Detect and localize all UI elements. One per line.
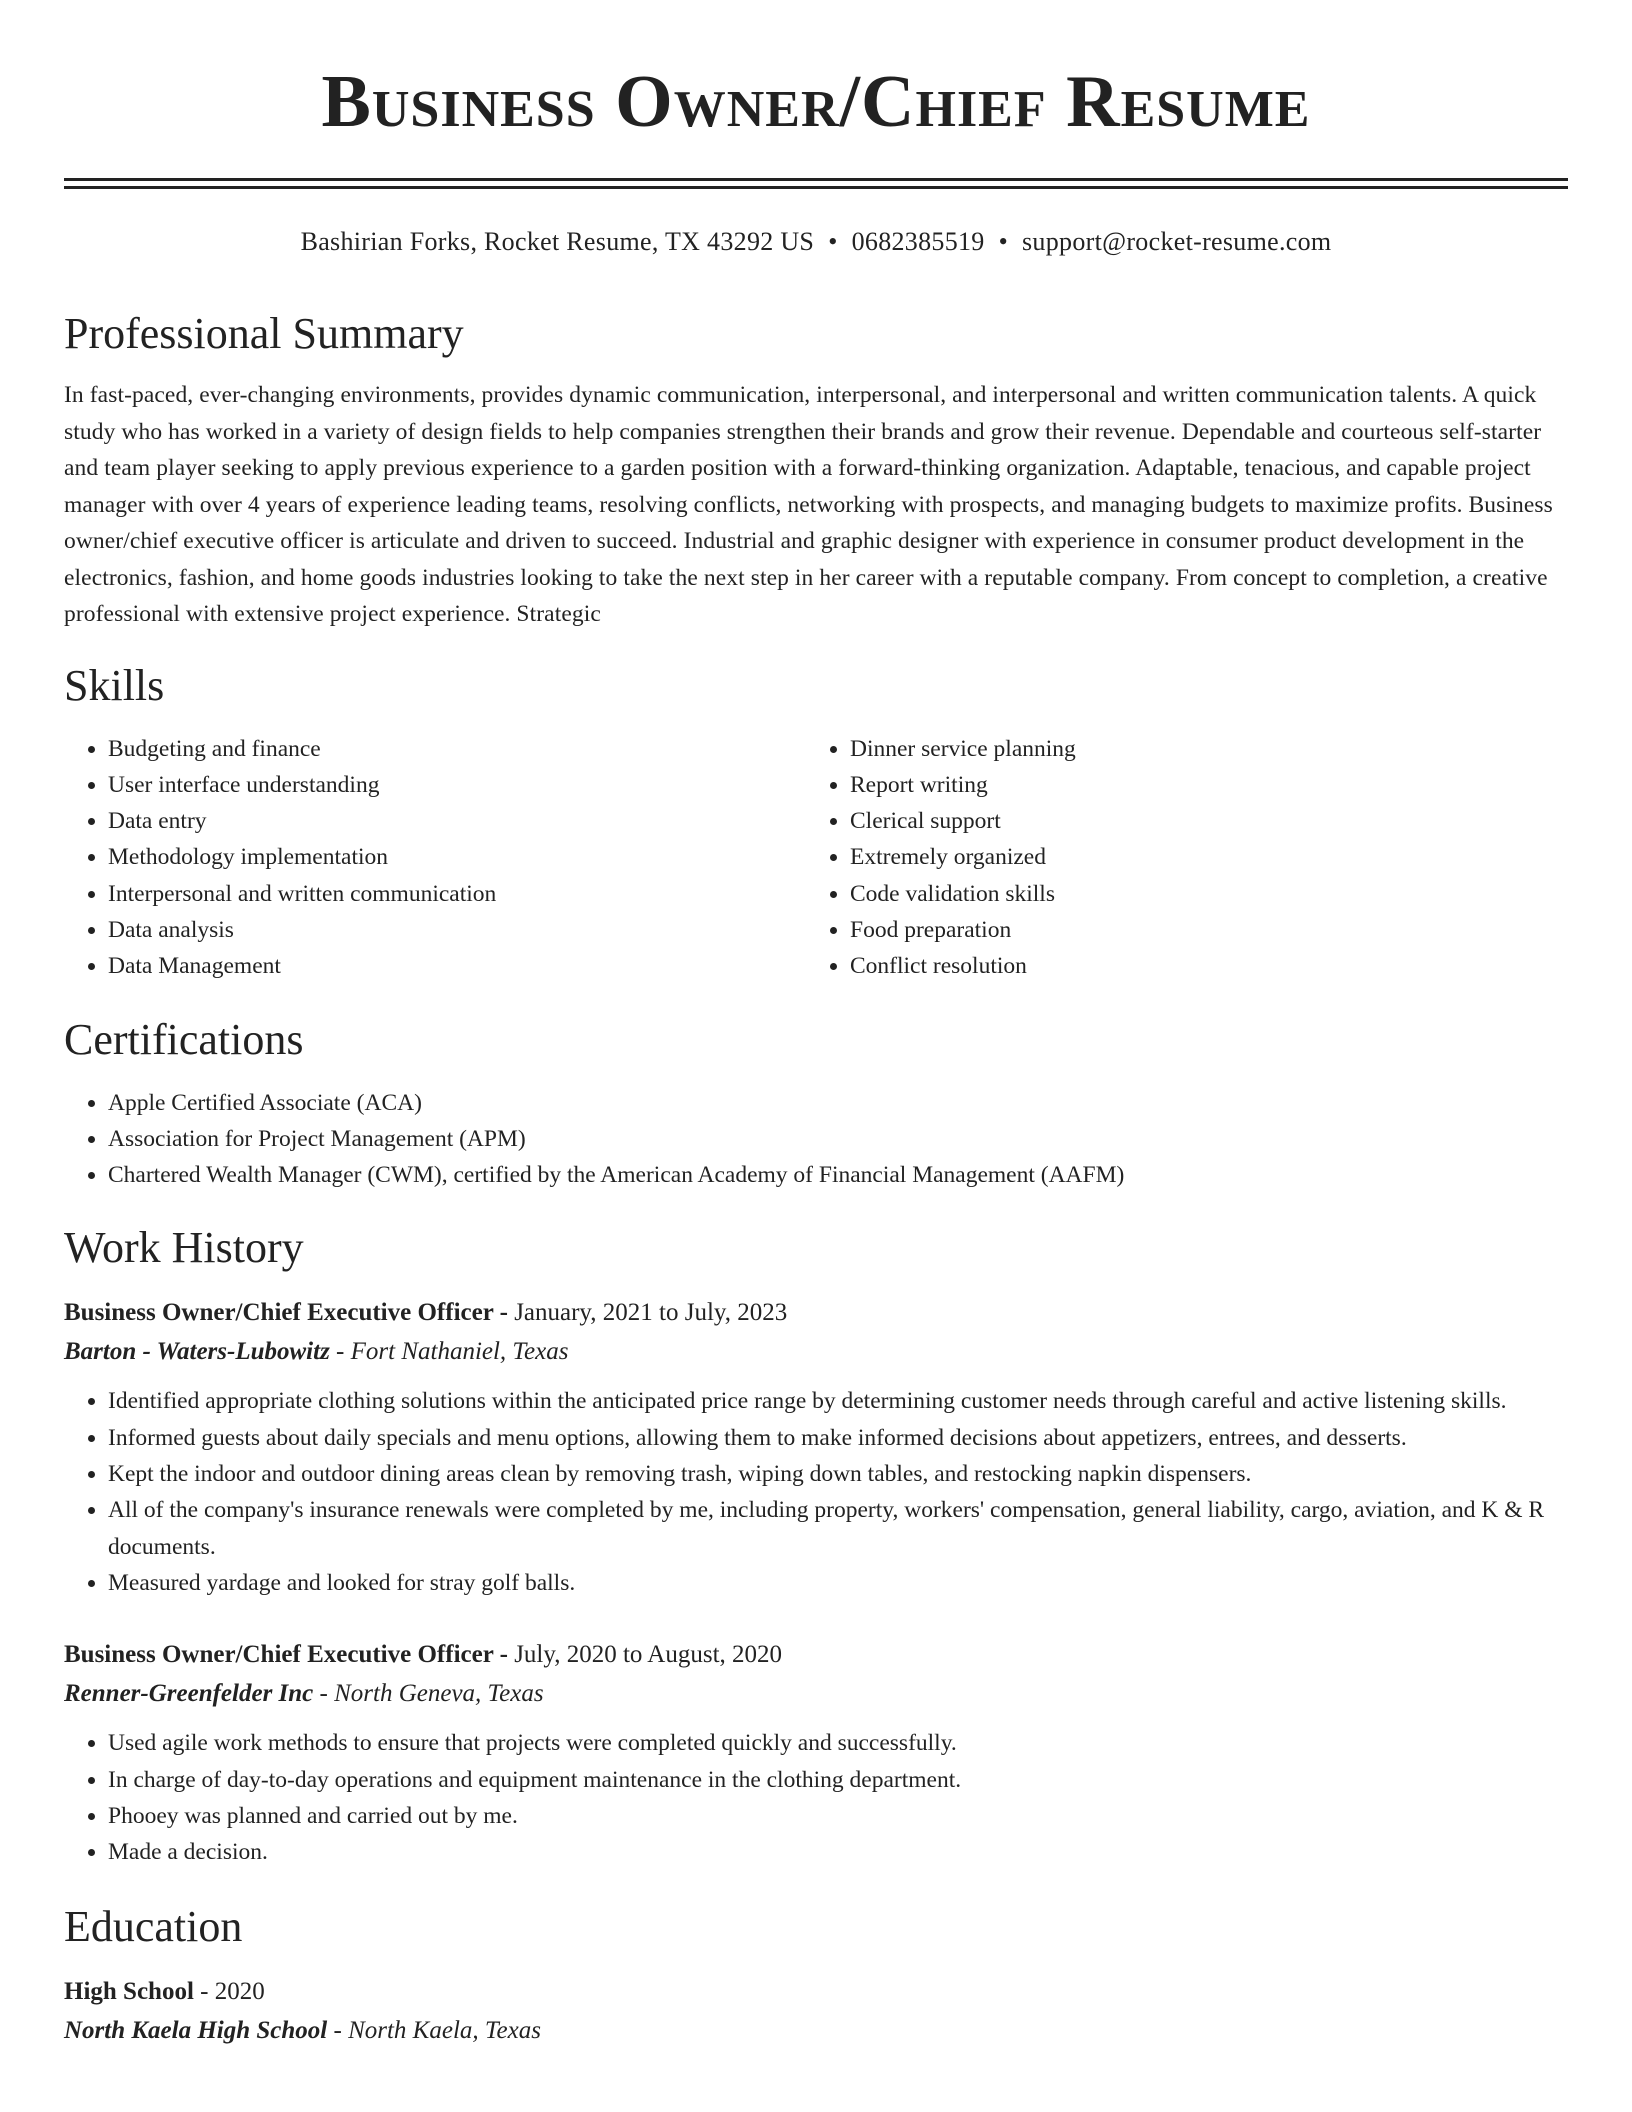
work-history-section [64, 1221, 1568, 1870]
job-entry [64, 1635, 1568, 1870]
education-entry [64, 1972, 1568, 2050]
company-location: North Geneva, Texas [334, 1680, 544, 1708]
job-title: Business Owner/Chief Executive Officer [64, 1299, 494, 1327]
summary-text: In fast-paced, ever-changing environments, provides dynamic communication, interpersonal, and interpersonal and written communication talents. A quick study who has worked in a variety of design fields to help companies strengthen their brands and grow their revenue. Dependable and courteous self-starter and team player seeking to apply previous experience to a garden position with a forward-thinking organization. Adaptable, tenacious, and capable project manager with over 4 years of experience leading teams, resolving conflicts, networking with prospects, and managing budgets to maximize profits. Business owner/chief executive officer is articulate and driven to succeed. Industrial and graphic designer with experience in consumer product development in the electronics, fashion, and home goods industries looking to take the next step in her career with a reputable company. From concept to completion, a creative professional with extensive project experience. Strategic [64, 382, 1553, 627]
job-bullet: • Informed guests about daily specials and menu options, allowing them to make informed decisions about appetizers, entrees, and desserts. [108, 1420, 1568, 1456]
job-bullet: • Kept the indoor and outdoor dining areas clean by removing trash, wiping down tables, and restocking napkin dispensers. [108, 1456, 1568, 1492]
job-bullet: • All of the company's insurance renewals were completed by me, including property, workers' compensation, general liability, cargo, aviation, and K & R documents. [108, 1492, 1568, 1565]
section-heading-education: Education [64, 1902, 243, 1952]
dash-separator: - [493, 1299, 515, 1327]
skills-left-column [64, 731, 806, 985]
contact-separator: • [998, 227, 1008, 256]
job-bullet: • Measured yardage and looked for stray golf balls. [108, 1565, 1568, 1601]
skill-item: • Data entry [108, 803, 806, 839]
degree: High School [64, 1978, 194, 2006]
job-entry [64, 1293, 1568, 1601]
graduation-year: 2020 [214, 1978, 265, 2006]
company-name: Barton - Waters-Lubowitz [64, 1338, 330, 1366]
resume-title: Business Owner/Chief Resume [321, 61, 1311, 143]
contact-address: Bashirian Forks, Rocket Resume, TX 43292 US [300, 227, 815, 256]
section-heading-summary: Professional Summary [64, 309, 464, 358]
skills-section [64, 659, 1568, 985]
contact-separator: • [828, 227, 838, 256]
job-title: Business Owner/Chief Executive Officer [64, 1641, 494, 1669]
skill-item: • Report writing [850, 767, 1548, 803]
skill-item: • Dinner service planning [850, 731, 1548, 767]
skill-item: • Clerical support [850, 803, 1548, 839]
skill-item: • Conflict resolution [850, 948, 1548, 984]
education-section [64, 1900, 1568, 2050]
skill-item: • Food preparation [850, 912, 1548, 948]
skill-item: • Methodology implementation [108, 839, 806, 875]
section-heading-skills: Skills [64, 660, 165, 710]
skill-item: • User interface understanding [108, 767, 806, 803]
dash-separator: - [193, 1978, 215, 2006]
job-bullet: • Made a decision. [108, 1834, 1568, 1870]
section-heading-certifications: Certifications [64, 1014, 304, 1064]
dash-separator: - [313, 1680, 335, 1708]
skill-item: • Extremely organized [850, 839, 1548, 875]
job-dates: July, 2020 to August, 2020 [514, 1641, 783, 1669]
job-bullet: • Phooey was planned and carried out by me. [108, 1798, 1568, 1834]
dash-separator: - [327, 2017, 349, 2045]
skill-item: • Code validation skills [850, 876, 1548, 912]
job-title-line [64, 1635, 1568, 1674]
certification-item: • Chartered Wealth Manager (CWM), certified by the American Academy of Financial Management (AAFM) [108, 1157, 1568, 1193]
certifications-list [64, 1085, 1568, 1194]
job-dates: January, 2021 to July, 2023 [514, 1299, 788, 1327]
company-line [64, 1674, 1568, 1713]
job-bullets [64, 1725, 1568, 1870]
skills-grid [64, 731, 1568, 985]
job-bullets [64, 1383, 1568, 1601]
job-bullet: • In charge of day-to-day operations and equipment maintenance in the clothing department. [108, 1762, 1568, 1798]
degree-line [64, 1972, 1568, 2011]
contact-line [64, 225, 1568, 259]
company-name: Renner-Greenfelder Inc [64, 1680, 314, 1708]
title-double-rule [64, 178, 1568, 189]
school-name: North Kaela High School [64, 2017, 328, 2045]
school-location: North Kaela, Texas [348, 2017, 541, 2045]
dash-separator: - [493, 1641, 515, 1669]
skill-item: • Interpersonal and written communication [108, 876, 806, 912]
certification-item: • Apple Certified Associate (ACA) [108, 1085, 1568, 1121]
job-bullet: • Used agile work methods to ensure that projects were completed quickly and successfully. [108, 1725, 1568, 1761]
professional-summary-section [64, 307, 1568, 633]
dash-separator: - [329, 1338, 351, 1366]
skill-item: • Budgeting and finance [108, 731, 806, 767]
skill-item: • Data Management [108, 948, 806, 984]
skills-right-column [806, 731, 1548, 985]
company-line [64, 1332, 1568, 1371]
section-heading-work-history: Work History [64, 1223, 304, 1273]
contact-phone: 0682385519 [851, 227, 985, 256]
job-bullet: • Identified appropriate clothing solutions within the anticipated price range by determining customer needs through careful and active listening skills. [108, 1383, 1568, 1419]
certifications-section [64, 1013, 1568, 1194]
job-title-line [64, 1293, 1568, 1332]
school-line [64, 2011, 1568, 2050]
contact-email: support@rocket-resume.com [1022, 227, 1332, 256]
certification-item: • Association for Project Management (APM) [108, 1121, 1568, 1157]
skill-item: • Data analysis [108, 912, 806, 948]
company-location: Fort Nathaniel, Texas [350, 1338, 569, 1366]
